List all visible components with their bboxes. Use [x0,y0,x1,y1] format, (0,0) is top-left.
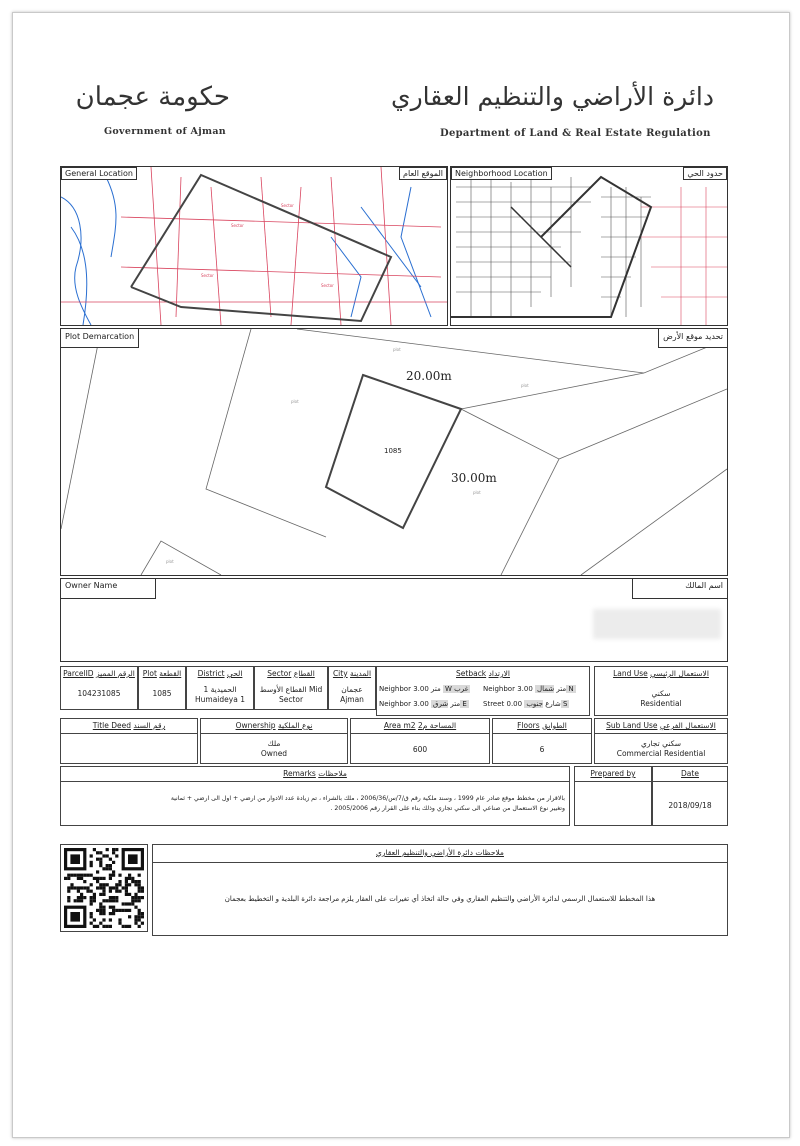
svg-text:plot: plot [166,559,174,564]
plot-number-label: 1085 [384,447,402,455]
land-use-value-ar: سكني [651,689,671,698]
plot-demarcation-label-ar: تحديد موقع الأرض [658,329,727,348]
parcel-id-cell: ParcelID الرقم المميز 104231085 [60,666,138,710]
land-use-cell: Land Use الاستعمال الرئيسي سكني Residential [594,666,728,716]
setback-west: Neighbor 3.00 متر W غرب [379,685,469,693]
owner-name-label-ar: اسم المالك [632,579,727,599]
sector-value-ar: القطاع الأوسط Mid [259,685,323,694]
parcel-id-value: 104231085 [77,689,121,698]
land-use-value-en: Residential [640,699,682,708]
date-cell [652,766,728,826]
setback-cell: Setback الارتداد Neighbor 3.00 متر W غرب Neighbor 3.00 متر شمال N Neighbor 3.00 متر شرق E Street 0.00 شارع جنوب S [376,666,590,716]
area-cell: Area m2 المساحة م2 600 [350,718,490,764]
remarks-cell: Remarks ملاحظات بالاقرار من مخطط موقع صادر عام 1999 ، وسند ملكية رقم ق/7/س/2006/36 ، ملك بالشراء ، تم زيادة عدد الادوار من ارضي + اول الى ارضي + ثمانية وتغيير نوع الاستعمال من صناعي الى سكني تجاري وذلك بناء على القرار رقم 2005/2006 . [60,766,570,826]
gov-name-arabic: حكومة عجمان [75,82,230,112]
prepared-by-label: Prepared by [590,769,636,778]
general-location-label-ar: الموقع العام [399,167,447,180]
plot-value: 1085 [152,689,172,698]
date-label: Date [681,769,699,778]
sector-cell: Sector القطاع القطاع الأوسط Mid Sector [254,666,328,710]
city-cell: City المدينة عجمان Ajman [328,666,376,710]
svg-text:Sector: Sector [281,203,294,208]
setback-north: Neighbor 3.00 متر شمال N [483,685,574,693]
neighborhood-location-map [450,166,728,326]
ownership-cell: Ownership نوع الملكية ملك Owned [200,718,348,764]
neighborhood-location-label: Neighborhood Location [451,167,552,180]
district-value-ar: الحميدية 1 [203,685,237,694]
plot-depth-dimension: 30.00m [451,471,497,485]
svg-text:Sector: Sector [201,273,214,278]
district-value-en: Humaideya 1 [195,695,245,704]
sub-land-use-value-ar: سكني تجاري [640,739,682,748]
ownership-value-ar: ملك [267,739,281,748]
title-deed-cell: Title Deed رقم السند [60,718,198,764]
plot-cell: Plot القطعة 1085 [138,666,186,710]
dept-name-english: Department of Land & Real Estate Regulation [440,128,711,139]
remarks-line-1: بالاقرار من مخطط موقع صادر عام 1999 ، وسند ملكية رقم ق/7/س/2006/36 ، ملك بالشراء ، تم زيادة عدد الادوار من ارضي + اول الى ارضي + ثمانية [170,795,565,802]
date-value: 2018/09/18 [668,801,712,810]
plot-demarcation-panel [60,328,728,576]
svg-text:plot: plot [521,383,529,388]
plot-demarcation-label: Plot Demarcation [61,329,139,348]
svg-text:Sector: Sector [231,223,244,228]
city-value-en: Ajman [340,695,364,704]
owner-name-panel [60,578,728,662]
notes-text: هذا المخطط للاستعمال الرسمي لدائرة الأراضي والتنظيم العقاري وفي حالة اتخاذ أي تغيرات على العقار يلزم مراجعة دائرة البلدية و التخطيط بعجمان [224,895,656,903]
floors-cell: Floors الطوابق 6 [492,718,592,764]
neighborhood-location-label-ar: حدود الحي [683,167,727,180]
qr-code [64,848,144,928]
remarks-line-2: وتغيير نوع الاستعمال من صناعي الى سكني تجاري وذلك بناء على القرار رقم 2005/2006 . [330,805,565,812]
sub-land-use-cell: Sub Land Use الاستعمال الفرعي سكني تجاري Commercial Residential [594,718,728,764]
owner-name-label: Owner Name [61,579,156,599]
floors-value: 6 [539,745,545,754]
notes-title: ملاحظات دائرة الأراضي والتنظيم العقاري [153,848,727,863]
general-location-map [60,166,448,326]
sector-value-en: Sector [278,695,304,704]
setback-east: Neighbor 3.00 متر شرق E [379,700,467,708]
owner-name-redaction [593,609,721,639]
general-location-drawing [61,167,447,325]
department-logo [391,82,720,142]
qr-code-box [60,844,148,932]
setback-south: Street 0.00 شارع جنوب S [483,700,568,708]
ownership-value-en: Owned [260,749,288,758]
notes-box [152,844,728,936]
district-cell: District الحي الحميدية 1 Humaideya 1 [186,666,254,710]
general-location-label: General Location [61,167,137,180]
area-value: 600 [412,745,428,754]
svg-text:plot: plot [393,347,401,352]
prepared-by-cell [574,766,652,826]
sub-land-use-value-en: Commercial Residential [616,749,706,758]
neighborhood-location-drawing [451,167,727,325]
svg-text:plot: plot [473,490,481,495]
city-value-ar: عجمان [341,685,363,694]
ajman-government-logo [75,82,230,142]
svg-text:Sector: Sector [321,283,334,288]
gov-name-english: Government of Ajman [104,126,226,137]
svg-text:plot: plot [291,399,299,404]
plot-width-dimension: 20.00m [406,369,452,383]
dept-name-arabic: دائرة الأراضي والتنظيم العقاري [391,82,714,111]
